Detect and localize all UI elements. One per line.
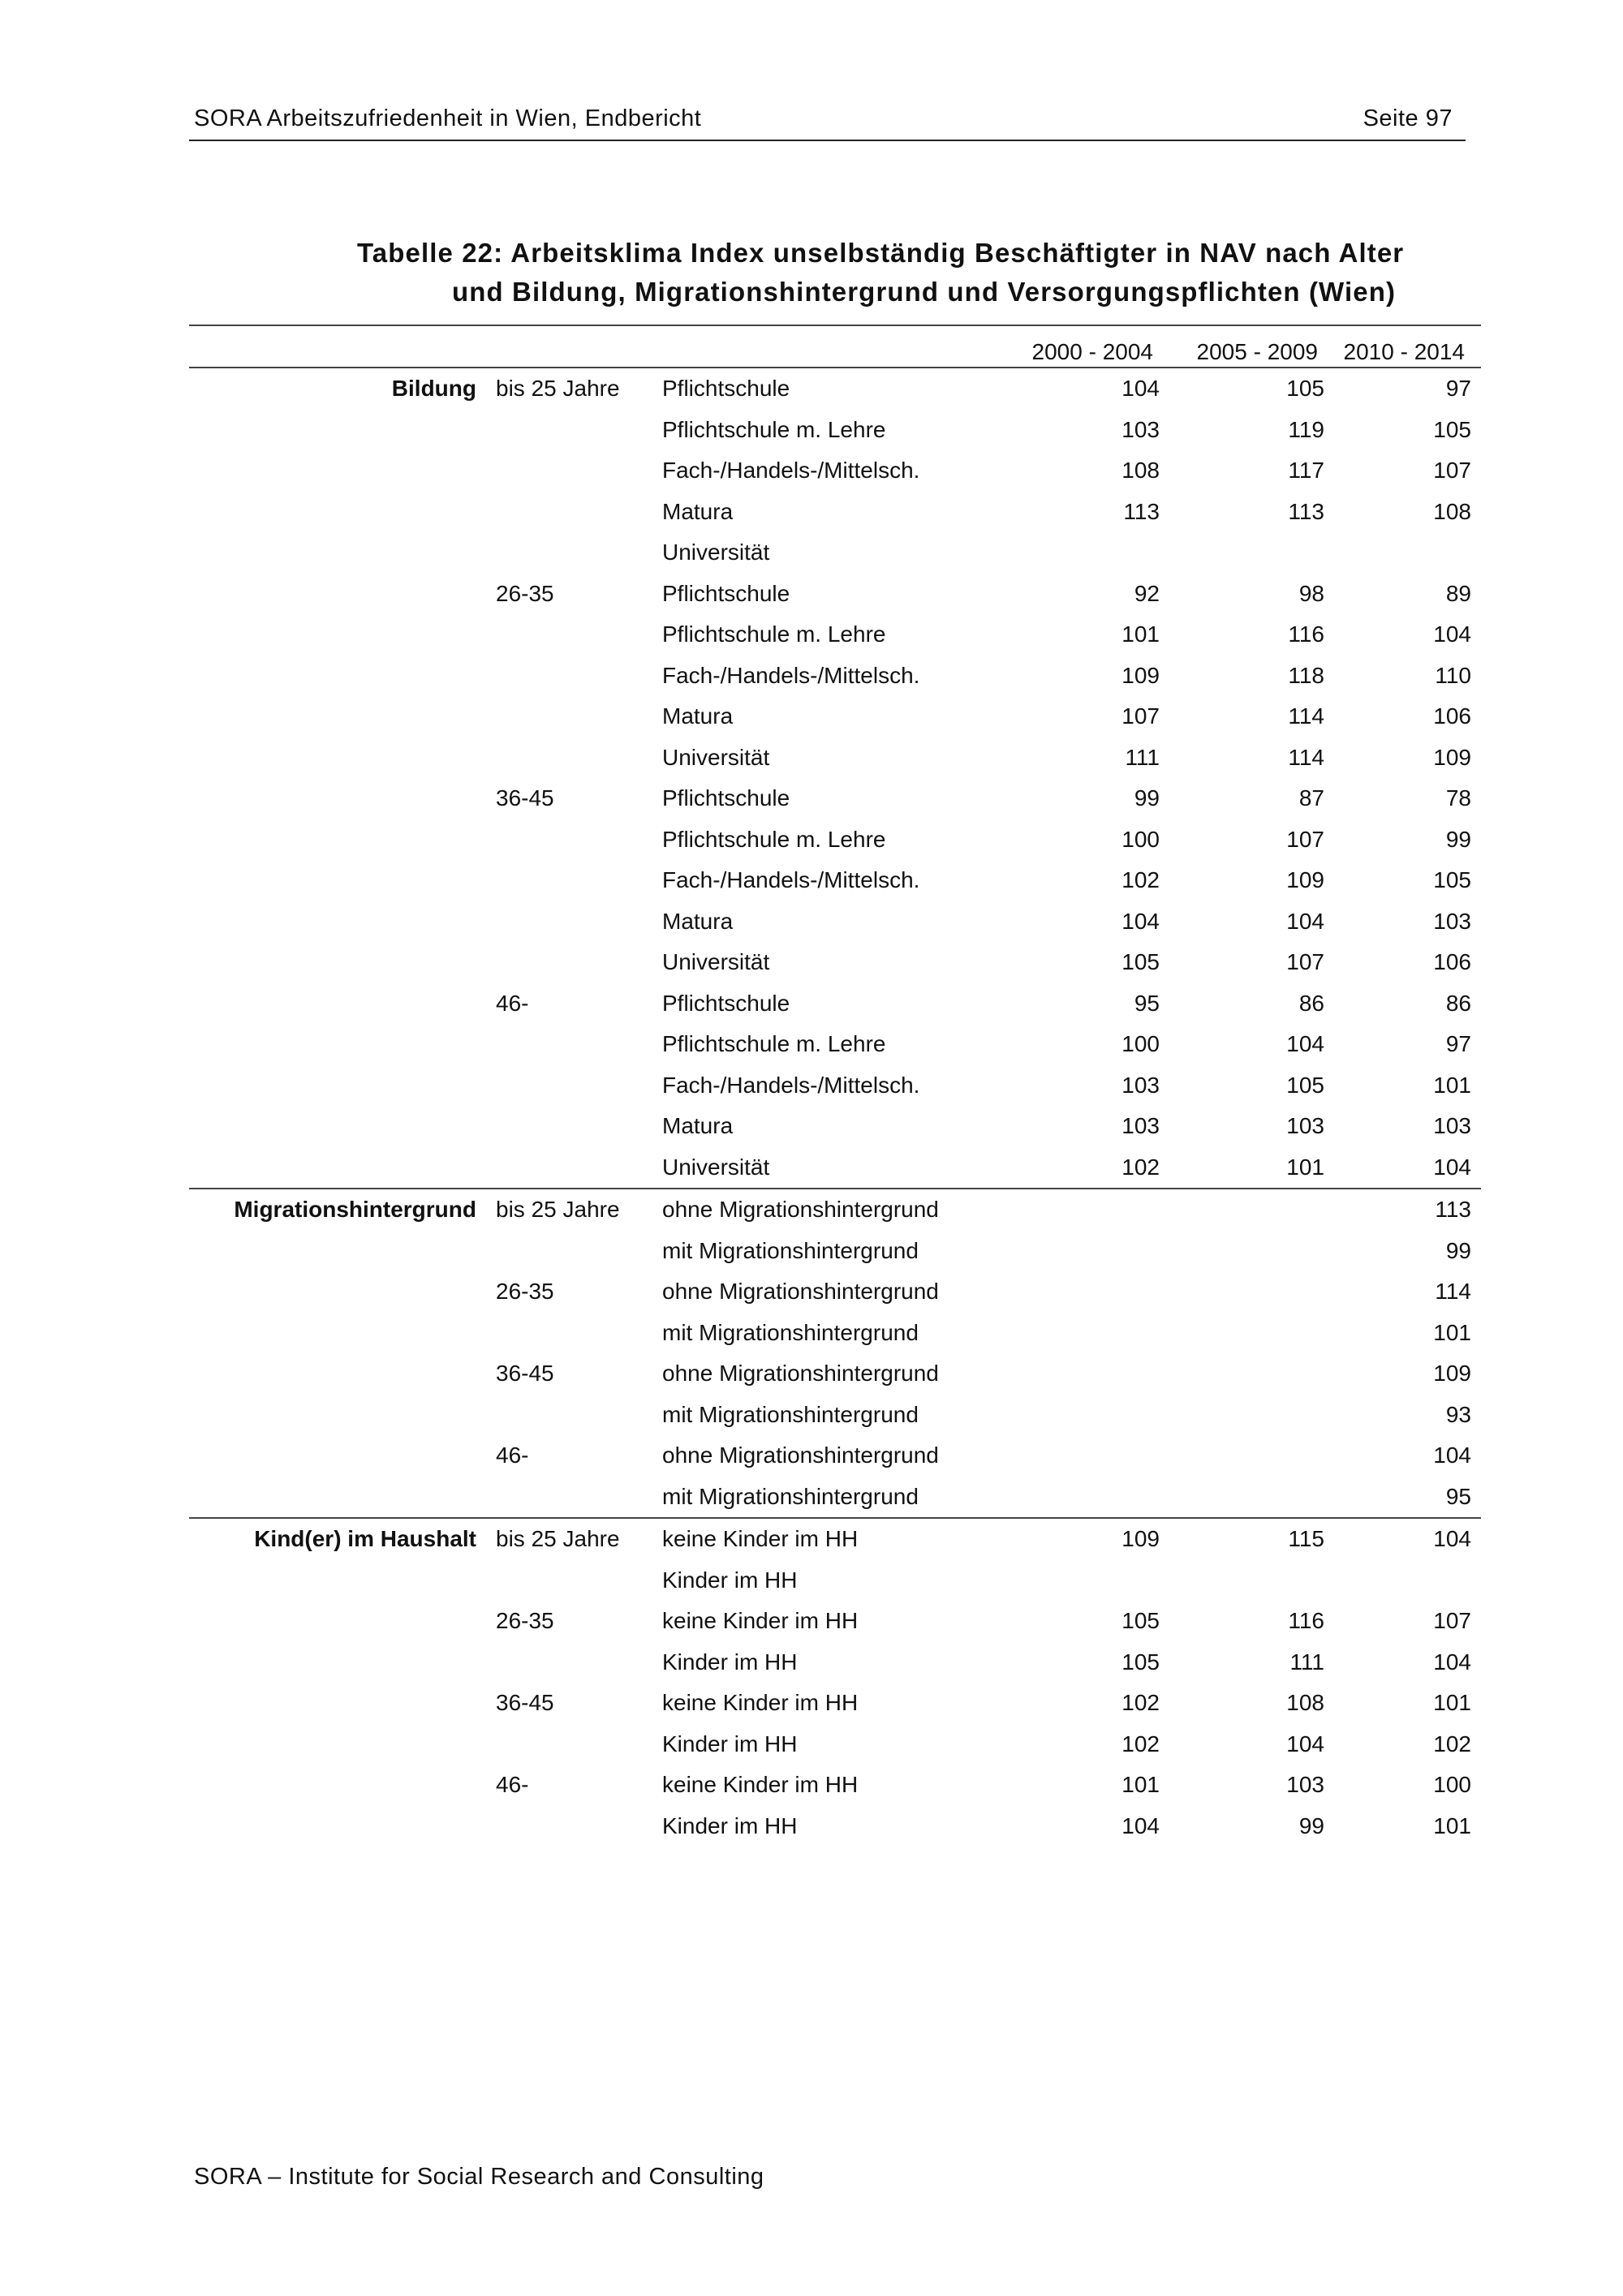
- value-2000-2004: 105: [1121, 949, 1160, 975]
- value-2010-2014: 89: [1445, 580, 1471, 606]
- value-2010-2014: 104: [1433, 1154, 1471, 1180]
- table-row: [189, 942, 1481, 983]
- value-2010-2014: 104: [1334, 1518, 1481, 1560]
- age-group-cell: [489, 1024, 656, 1065]
- value-2000-2004: 102: [1121, 1154, 1160, 1180]
- value-2000-2004: 101: [1121, 621, 1160, 647]
- value-2010-2014: 97: [1445, 376, 1471, 402]
- age-group-cell: 26-35: [496, 580, 554, 606]
- value-2000-2004: 103: [1121, 1072, 1160, 1098]
- section-label: [189, 1435, 489, 1477]
- category-cell: mit Migrationshintergrund: [662, 1401, 919, 1427]
- value-2010-2014: 108: [1433, 498, 1471, 524]
- section-label: [189, 778, 489, 819]
- section-label: [189, 1642, 489, 1683]
- section-label: [189, 819, 489, 861]
- section-label: [189, 983, 489, 1025]
- age-group-cell: [489, 1806, 656, 1847]
- value-2010-2014: 107: [1433, 458, 1471, 484]
- value-2010-2014: 99: [1445, 1237, 1471, 1263]
- table-row: [189, 1724, 1481, 1765]
- category-cell: Pflichtschule m. Lehre: [662, 826, 886, 852]
- value-2005-2009: 99: [1298, 1812, 1324, 1838]
- section-bildung: [189, 368, 1481, 1189]
- value-2010-2014: 105: [1433, 416, 1471, 442]
- value-2005-2009: 111: [1289, 1649, 1324, 1675]
- table-row: [189, 656, 1481, 697]
- value-2000-2004: [1013, 1395, 1169, 1436]
- value-2010-2014: [1334, 1560, 1481, 1602]
- value-2005-2009: [1169, 1271, 1334, 1313]
- value-2010-2014: 113: [1334, 1189, 1481, 1231]
- category-cell: Pflichtschule m. Lehre: [662, 1031, 886, 1057]
- value-2010-2014: 114: [1435, 1279, 1471, 1305]
- section-label: Bildung: [391, 376, 476, 402]
- table-row: [189, 983, 1481, 1025]
- section-label: [189, 1683, 489, 1724]
- section-label: [189, 1724, 489, 1765]
- section-label: [189, 492, 489, 533]
- value-2005-2009: 113: [1288, 498, 1324, 524]
- category-cell: Universität: [662, 744, 770, 770]
- value-2005-2009: 114: [1288, 744, 1324, 770]
- value-2005-2009: 104: [1286, 908, 1324, 934]
- age-group-cell: [489, 1065, 656, 1107]
- header-blank: [656, 336, 1013, 368]
- value-2010-2014: 105: [1433, 867, 1471, 893]
- value-2005-2009: 116: [1288, 621, 1324, 647]
- caption-line-1: Tabelle 22: Arbeitsklima Index unselbständig Beschäftigter in NAV nach Alter: [357, 238, 1405, 268]
- value-2005-2009: 107: [1286, 949, 1324, 975]
- section-label: [189, 410, 489, 451]
- value-2010-2014: [1334, 532, 1481, 574]
- table-row: [189, 1189, 1481, 1231]
- value-2010-2014: 100: [1433, 1772, 1471, 1798]
- age-group-cell: [489, 532, 656, 574]
- category-cell: Matura: [662, 908, 734, 934]
- category-cell: Matura: [662, 1113, 734, 1139]
- value-2010-2014: 101: [1433, 1072, 1471, 1098]
- section-label: [189, 860, 489, 901]
- value-2005-2009: 87: [1298, 785, 1324, 811]
- value-2010-2014: 106: [1433, 949, 1471, 975]
- value-2000-2004: [1013, 1353, 1169, 1395]
- table-row: [189, 1601, 1481, 1642]
- data-table: [189, 336, 1481, 1847]
- value-2005-2009: [1169, 1560, 1334, 1602]
- table-row: [189, 532, 1481, 574]
- age-group-cell: 46-: [496, 990, 529, 1016]
- age-group-cell: [489, 942, 656, 983]
- page-header: [189, 102, 1466, 141]
- age-group-cell: [489, 901, 656, 943]
- caption-line-2: und Bildung, Migrationshintergrund und Versorgungspflichten (Wien): [452, 277, 1397, 307]
- age-group-cell: [489, 1724, 656, 1765]
- age-group-cell: bis 25 Jahre: [496, 376, 620, 402]
- table-header-row: [189, 336, 1481, 368]
- age-group-cell: [489, 656, 656, 697]
- age-group-cell: [489, 1106, 656, 1147]
- table-row: [189, 1642, 1481, 1683]
- category-cell: Universität: [662, 540, 770, 565]
- section-label: [189, 1231, 489, 1272]
- table-row: [189, 696, 1481, 737]
- table-row: [189, 1435, 1481, 1477]
- section-label: [189, 656, 489, 697]
- age-group-cell: [489, 1147, 656, 1189]
- header-blank: [489, 336, 656, 368]
- section-label: [189, 532, 489, 574]
- table-row: [189, 819, 1481, 861]
- value-2000-2004: 102: [1121, 1731, 1160, 1756]
- category-cell: mit Migrationshintergrund: [662, 1483, 919, 1509]
- category-cell: Universität: [662, 1154, 770, 1180]
- category-cell: Pflichtschule: [662, 580, 790, 606]
- value-2010-2014: 95: [1445, 1483, 1471, 1509]
- category-cell: Kinder im HH: [662, 1567, 798, 1593]
- value-2000-2004: 100: [1121, 826, 1160, 852]
- value-2000-2004: [1013, 1189, 1169, 1231]
- value-2000-2004: [1013, 1560, 1169, 1602]
- value-2000-2004: [1013, 1271, 1169, 1313]
- value-2000-2004: 104: [1121, 376, 1160, 402]
- value-2010-2014: 101: [1433, 1812, 1471, 1838]
- value-2010-2014: 86: [1445, 990, 1471, 1016]
- age-group-cell: [489, 450, 656, 492]
- value-2005-2009: [1169, 532, 1334, 574]
- table-row: [189, 1560, 1481, 1602]
- section-label: [189, 1601, 489, 1642]
- value-2000-2004: 109: [1121, 662, 1160, 688]
- table-row: [189, 1271, 1481, 1313]
- value-2010-2014: 93: [1445, 1401, 1471, 1427]
- table-row: [189, 1806, 1481, 1847]
- value-2010-2014: 109: [1433, 1361, 1471, 1387]
- category-cell: ohne Migrationshintergrund: [656, 1189, 1013, 1231]
- value-2000-2004: 99: [1134, 785, 1160, 811]
- category-cell: Matura: [662, 703, 734, 729]
- table-row: [189, 574, 1481, 615]
- value-2000-2004: 103: [1121, 416, 1160, 442]
- section-label: [189, 737, 489, 779]
- section-kinder-im-haushalt: [189, 1518, 1481, 1847]
- table-row: [189, 1065, 1481, 1107]
- value-2005-2009: 115: [1169, 1518, 1334, 1560]
- value-2010-2014: 99: [1445, 826, 1471, 852]
- age-group-cell: [489, 1395, 656, 1436]
- section-label: [189, 1395, 489, 1436]
- category-cell: keine Kinder im HH: [662, 1772, 859, 1798]
- value-2010-2014: 104: [1433, 1443, 1471, 1468]
- table-row: [189, 1231, 1481, 1272]
- age-group-cell: [489, 614, 656, 656]
- age-group-cell: [489, 1560, 656, 1602]
- value-2005-2009: 114: [1288, 703, 1324, 729]
- value-2010-2014: 107: [1433, 1608, 1471, 1634]
- age-group-cell: [489, 696, 656, 737]
- section-label: [189, 1024, 489, 1065]
- category-cell: Matura: [662, 498, 734, 524]
- value-2000-2004: 92: [1134, 580, 1160, 606]
- category-cell: ohne Migrationshintergrund: [662, 1361, 939, 1387]
- age-group-cell: bis 25 Jahre: [489, 1518, 656, 1560]
- value-2005-2009: 98: [1298, 580, 1324, 606]
- column-header-2000-2004: 2000 - 2004: [1013, 336, 1169, 368]
- value-2010-2014: 102: [1433, 1731, 1471, 1756]
- value-2005-2009: 104: [1286, 1031, 1324, 1057]
- section-label: [189, 1353, 489, 1395]
- section-label: [189, 1560, 489, 1602]
- value-2005-2009: [1169, 1395, 1334, 1436]
- category-cell: Fach-/Handels-/Mittelsch.: [662, 458, 920, 484]
- table-row: [189, 737, 1481, 779]
- value-2005-2009: 108: [1286, 1690, 1324, 1716]
- table-top-rule: [189, 325, 1481, 326]
- value-2005-2009: 107: [1286, 826, 1324, 852]
- table-row: [189, 1477, 1481, 1519]
- table-row: [189, 450, 1481, 492]
- value-2010-2014: 103: [1433, 908, 1471, 934]
- value-2005-2009: [1169, 1477, 1334, 1519]
- table-row: [189, 1518, 1481, 1560]
- age-group-cell: 46-: [496, 1443, 529, 1468]
- value-2005-2009: 119: [1288, 416, 1324, 442]
- category-cell: Universität: [662, 949, 770, 975]
- section-label: [189, 1477, 489, 1519]
- category-cell: ohne Migrationshintergrund: [662, 1443, 939, 1468]
- section-label: [189, 696, 489, 737]
- section-label: [189, 1765, 489, 1806]
- age-group-cell: [489, 492, 656, 533]
- age-group-cell: [489, 819, 656, 861]
- header-blank: [189, 336, 489, 368]
- value-2000-2004: 105: [1121, 1649, 1160, 1675]
- value-2000-2004: 103: [1121, 1113, 1160, 1139]
- value-2010-2014: 109: [1433, 744, 1471, 770]
- category-cell: keine Kinder im HH: [662, 1608, 859, 1634]
- table-row: [189, 1353, 1481, 1395]
- value-2010-2014: 110: [1435, 662, 1471, 688]
- value-2005-2009: 117: [1288, 458, 1324, 484]
- category-cell: Kinder im HH: [662, 1649, 798, 1675]
- table-row: [189, 614, 1481, 656]
- section-label: [189, 942, 489, 983]
- value-2005-2009: [1169, 1435, 1334, 1477]
- value-2010-2014: 97: [1445, 1031, 1471, 1057]
- table-row: [189, 778, 1481, 819]
- age-group-cell: [489, 1477, 656, 1519]
- page-number: Seite 97: [1363, 105, 1453, 131]
- category-cell: Fach-/Handels-/Mittelsch.: [662, 867, 920, 893]
- section-label: [189, 614, 489, 656]
- value-2000-2004: 102: [1121, 867, 1160, 893]
- value-2000-2004: 101: [1121, 1772, 1160, 1798]
- value-2005-2009: 105: [1286, 376, 1324, 402]
- value-2000-2004: 104: [1121, 908, 1160, 934]
- age-group-cell: 36-45: [496, 1690, 554, 1716]
- category-cell: Pflichtschule m. Lehre: [662, 416, 886, 442]
- age-group-cell: [489, 1642, 656, 1683]
- age-group-cell: 36-45: [496, 1361, 554, 1387]
- table-row: [189, 1765, 1481, 1806]
- value-2010-2014: 101: [1433, 1690, 1471, 1716]
- category-cell: Kinder im HH: [662, 1731, 798, 1756]
- table-row: [189, 368, 1481, 410]
- value-2000-2004: 95: [1134, 990, 1160, 1016]
- category-cell: keine Kinder im HH: [656, 1518, 1013, 1560]
- value-2005-2009: [1169, 1231, 1334, 1272]
- section-migrationshintergrund: [189, 1189, 1481, 1518]
- section-label: Kind(er) im Haushalt: [189, 1518, 489, 1560]
- value-2005-2009: 109: [1286, 867, 1324, 893]
- section-label: [189, 574, 489, 615]
- section-label: [189, 1106, 489, 1147]
- age-group-cell: 46-: [496, 1772, 529, 1798]
- column-header-2010-2014: 2010 - 2014: [1334, 336, 1481, 368]
- section-label: Migrationshintergrund: [189, 1189, 489, 1231]
- value-2000-2004: 107: [1121, 703, 1160, 729]
- value-2000-2004: 108: [1121, 458, 1160, 484]
- value-2010-2014: 78: [1445, 785, 1471, 811]
- value-2005-2009: [1169, 1189, 1334, 1231]
- column-header-2005-2009: 2005 - 2009: [1169, 336, 1334, 368]
- category-cell: Pflichtschule m. Lehre: [662, 621, 886, 647]
- category-cell: ohne Migrationshintergrund: [662, 1279, 939, 1305]
- value-2000-2004: 109: [1013, 1518, 1169, 1560]
- category-cell: Pflichtschule: [662, 376, 790, 402]
- value-2005-2009: 103: [1286, 1772, 1324, 1798]
- value-2000-2004: 100: [1121, 1031, 1160, 1057]
- table-row: [189, 1313, 1481, 1354]
- value-2000-2004: [1013, 1435, 1169, 1477]
- value-2005-2009: 105: [1286, 1072, 1324, 1098]
- age-group-cell: [489, 1313, 656, 1354]
- age-group-cell: 36-45: [496, 785, 554, 811]
- table-row: [189, 492, 1481, 533]
- category-cell: Fach-/Handels-/Mittelsch.: [662, 1072, 920, 1098]
- section-label: [189, 1147, 489, 1189]
- value-2005-2009: [1169, 1353, 1334, 1395]
- table-row: [189, 1683, 1481, 1724]
- age-group-cell: [489, 737, 656, 779]
- section-label: [189, 901, 489, 943]
- value-2000-2004: [1013, 1313, 1169, 1354]
- header-title: SORA Arbeitszufriedenheit in Wien, Endbericht: [194, 105, 702, 131]
- category-cell: Pflichtschule: [662, 990, 790, 1016]
- age-group-cell: 26-35: [496, 1279, 554, 1305]
- category-cell: mit Migrationshintergrund: [662, 1237, 919, 1263]
- table-row: [189, 410, 1481, 451]
- value-2005-2009: 103: [1286, 1113, 1324, 1139]
- value-2000-2004: [1013, 1231, 1169, 1272]
- table-row: [189, 1106, 1481, 1147]
- section-label: [189, 450, 489, 492]
- value-2000-2004: 105: [1121, 1608, 1160, 1634]
- value-2000-2004: 113: [1123, 498, 1160, 524]
- value-2010-2014: 103: [1433, 1113, 1471, 1139]
- value-2005-2009: 104: [1286, 1731, 1324, 1756]
- value-2005-2009: 86: [1298, 990, 1324, 1016]
- page-footer: SORA – Institute for Social Research and Consulting: [194, 2164, 764, 2190]
- category-cell: mit Migrationshintergrund: [662, 1319, 919, 1345]
- value-2005-2009: 116: [1288, 1608, 1324, 1634]
- category-cell: Kinder im HH: [662, 1812, 798, 1838]
- category-cell: keine Kinder im HH: [662, 1690, 859, 1716]
- value-2000-2004: 111: [1125, 744, 1160, 770]
- value-2010-2014: 104: [1433, 1649, 1471, 1675]
- table-row: [189, 860, 1481, 901]
- value-2005-2009: 118: [1288, 662, 1324, 688]
- section-label: [189, 1271, 489, 1313]
- section-label: [189, 1313, 489, 1354]
- value-2000-2004: [1013, 532, 1169, 574]
- value-2000-2004: [1013, 1477, 1169, 1519]
- value-2005-2009: [1169, 1313, 1334, 1354]
- age-group-cell: 26-35: [496, 1608, 554, 1634]
- value-2010-2014: 104: [1433, 621, 1471, 647]
- table-row: [189, 901, 1481, 943]
- value-2005-2009: 101: [1286, 1154, 1324, 1180]
- table-row: [189, 1024, 1481, 1065]
- age-group-cell: [489, 410, 656, 451]
- age-group-cell: [489, 1231, 656, 1272]
- value-2010-2014: 106: [1433, 703, 1471, 729]
- category-cell: Pflichtschule: [662, 785, 790, 811]
- value-2010-2014: 101: [1433, 1319, 1471, 1345]
- table-row: [189, 1395, 1481, 1436]
- value-2000-2004: 104: [1121, 1812, 1160, 1838]
- table-row: [189, 1147, 1481, 1189]
- section-label: [189, 1065, 489, 1107]
- age-group-cell: [489, 860, 656, 901]
- category-cell: Fach-/Handels-/Mittelsch.: [662, 662, 920, 688]
- age-group-cell: bis 25 Jahre: [489, 1189, 656, 1231]
- value-2000-2004: 102: [1121, 1690, 1160, 1716]
- section-label: [189, 1806, 489, 1847]
